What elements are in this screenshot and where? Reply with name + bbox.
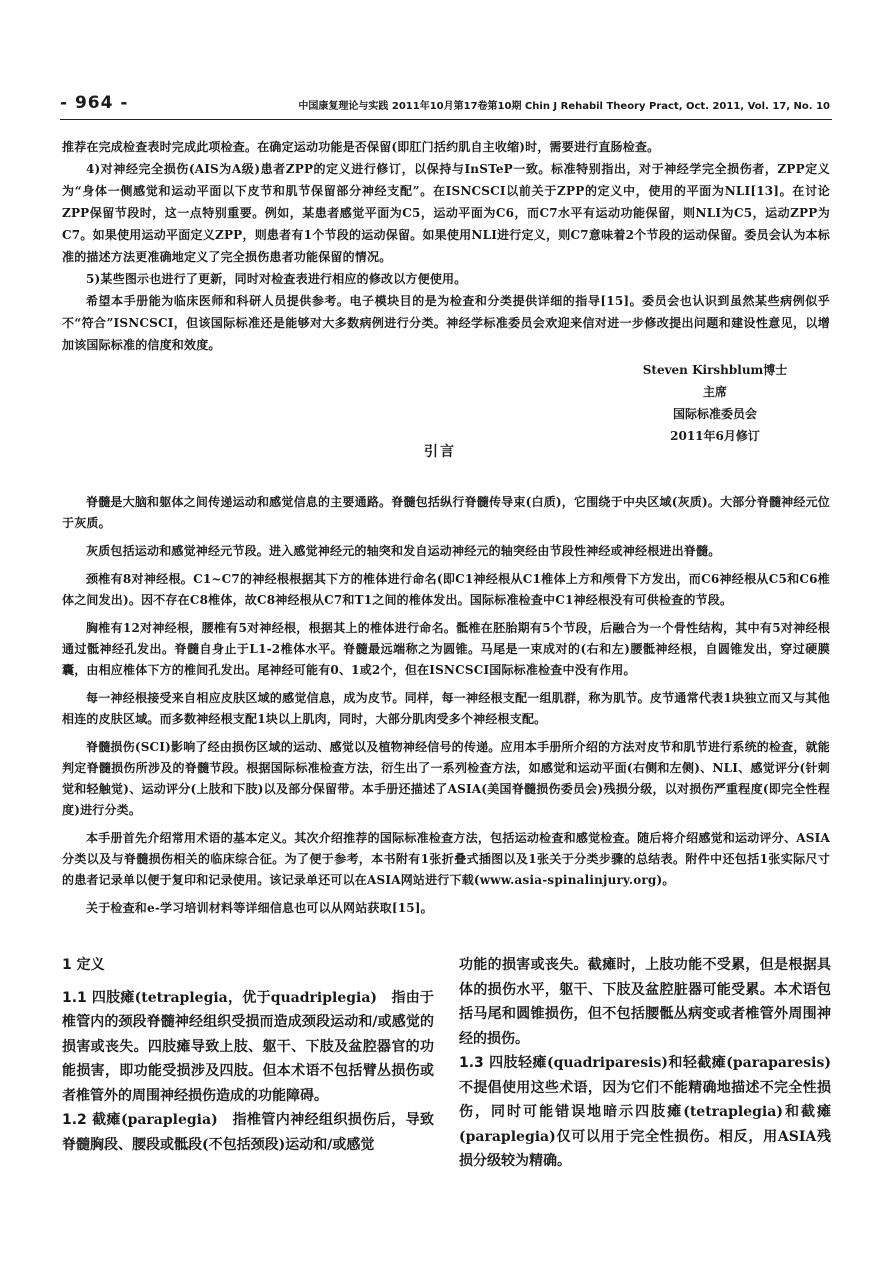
section-title: 1 定义: [62, 957, 105, 973]
definition-number: 1.3: [459, 1055, 484, 1071]
signature-block: [600, 359, 830, 447]
preface-text: [62, 136, 830, 356]
definition-item: [62, 986, 434, 1109]
intro-paragraph: 脊髓损伤(SCI)影响了经由损伤区域的运动、感觉以及植物神经信号的传递。应用本手册所介绍的方法对皮节和肌节进行系统的检查，就能判定脊髓损伤所涉及的脊髓节段。根据国际标准检查方法，衍生出了一系列检查方法，如感觉和运动平面(右侧和左侧)、NLI、感觉评分(针刺觉和轻触觉)、运动评分(上肢和下肢)以及部分保留带。本手册还描述了ASIA(美国脊髓损伤委员会)残损分级，以对损伤严重程度(即完全性程度)进行分类。: [62, 740, 830, 817]
definition-item: [62, 1108, 434, 1157]
preface-paragraph: 推荐在完成检查表时完成此项检查。在确定运动功能是否保留(即肛门括约肌自主收缩)时，需要进行直肠检查。: [62, 140, 660, 154]
signature-committee: 国际标准委员会: [672, 407, 757, 421]
definition-item: [459, 1051, 845, 1174]
definition-continuation: 功能的损害或丧失。截瘫时，上肢功能不受累，但是根据具体的损伤水平，躯干、下肢及盆腔脏器可能受累。本术语包括马尾和圆锥损伤，但不包括腰骶丛病变或者椎管外周围神经的损伤。: [459, 957, 831, 1047]
intro-paragraph: 本手册首先介绍常用术语的基本定义。其次介绍推荐的国际标准检查方法，包括运动检查和感觉检查。随后将介绍感觉和运动评分、ASIA分类以及与脊髓损伤相关的临床综合征。为了便于参考，本书附有1张折叠式插图以及1张关于分类步骤的总结表。附件中还包括1张实际尺寸的患者记录单以便于复印和记录使用。该记录单还可以在ASIA网站进行下载(www.asia-spinalinjury.org)。: [62, 831, 830, 887]
intro-paragraph: 关于检查和e-学习培训材料等详细信息也可以从网站获取[15]。: [86, 901, 433, 915]
definition-text: 四肢轻瘫(quadriparesis)和轻截瘫(paraparesis) 不提倡使用这些术语，因为它们不能精确地描述不完全性损伤，同时可能错误地暗示四肢瘫(tetraplegia)和截瘫(paraplegia)仅可以用于完全性损伤。相反，用ASIA残损分级较为精确。: [459, 1055, 845, 1169]
page-number: - 964 -: [60, 93, 129, 113]
intro-paragraph: 每一神经根接受来自相应皮肤区域的感觉信息，成为皮节。同样，每一神经根支配一组肌群，称为肌节。皮节通常代表1块独立而又与其他相连的皮肤区域。而多数神经根支配1块以上肌肉，同时，大部分肌肉受多个神经根支配。: [62, 691, 830, 726]
definitions-left-column: [62, 953, 434, 1157]
signature-name: Steven Kirshblum博士: [642, 363, 788, 377]
signature-date: 2011年6月修订: [670, 429, 760, 443]
header-rule: [60, 119, 832, 120]
definitions-right-column: [459, 953, 845, 1174]
definition-text: 截瘫(paraplegia) 指椎管内神经组织损伤后，导致脊髓胸段、腰段或骶段(不包括颈段)运动和/或感觉: [62, 1112, 434, 1153]
definition-number: 1.1: [62, 989, 87, 1006]
intro-paragraph: 灰质包括运动和感觉神经元节段。进入感觉神经元的轴突和发自运动神经元的轴突经由节段性神经或神经根进出脊髓。: [86, 544, 721, 558]
preface-paragraph: 希望本手册能为临床医师和科研人员提供参考。电子模块目的是为检查和分类提供详细的指导[15]。委员会也认识到虽然某些病例似乎不“符合”ISNCSCI，但该国际标准还是能够对大多数病例进行分类。神经学标准委员会欢迎来信对进一步修改提出问题和建设性意见，以增加该国际标准的信度和效度。: [62, 294, 830, 352]
definition-number: 1.2: [62, 1112, 87, 1128]
intro-text: [62, 492, 830, 919]
intro-paragraph: 颈椎有8对神经根。C1~C7的神经根根据其下方的椎体进行命名(即C1神经根从C1椎体上方和颅骨下方发出，而C6神经根从C5和C6椎体之间发出)。因不存在C8椎体，故C8神经根从C7和T1之间的椎体发出。国际标准检查中C1神经根没有可供检查的节段。: [62, 572, 830, 607]
signature-role: 主席: [702, 385, 727, 399]
intro-paragraph: 胸椎有12对神经根，腰椎有5对神经根，根据其上的椎体进行命名。骶椎在胚胎期有5个节段，后融合为一个骨性结构，其中有5对神经根通过骶神经孔发出。脊髓自身止于L1-2椎体水平。脊髓最远端称之为圆锥。马尾是一束成对的(右和左)腰骶神经根，自圆锥发出，穿过硬膜囊，由相应椎体下方的椎间孔发出。尾神经可能有0、1或2个，但在ISNCSCI国际标准检查中没有作用。: [62, 621, 830, 677]
definition-text: 四肢瘫(tetraplegia，优于quadriplegia) 指由于椎管内的颈段脊髓神经组织受损而造成颈段运动和/或感觉的损害或丧失。四肢瘫导致上肢、躯干、下肢及盆腔器官的功能损害，即功能受损涉及四肢。但本术语不包括臂丛损伤或者椎管外的周围神经损伤造成的功能障碍。: [62, 989, 434, 1104]
preface-paragraph: 4)对神经完全损伤(AIS为A级)患者ZPP的定义进行修订，以保持与InSTeP一致。标准特别指出，对于神经学完全损伤者，ZPP定义为“身体一侧感觉和运动平面以下皮节和肌节保留部分神经支配”。在ISNCSCI以前关于ZPP的定义中，使用的平面为NLI[13]。在讨论ZPP保留节段时，这一点特别重要。例如，某患者感觉平面为C5，运动平面为C6，而C7水平有运动功能保留，则NLI为C5，运动ZPP为C7。如果使用运动平面定义ZPP，则患者有1个节段的运动保留。如果使用NLI进行定义，则C7意味着2个节段的运动保留。委员会认为本标准的描述方法更准确地定义了完全损伤患者功能保留的情况。: [62, 162, 830, 264]
intro-heading: 引言: [424, 444, 456, 460]
page-header: [60, 93, 830, 115]
intro-paragraph: 脊髓是大脑和躯体之间传递运动和感觉信息的主要通路。脊髓包括纵行脊髓传导束(白质)，它围绕于中央区域(灰质)。大部分脊髓神经元位于灰质。: [62, 495, 830, 530]
preface-paragraph: 5)某些图示也进行了更新，同时对检查表进行相应的修改以方便使用。: [86, 272, 467, 286]
journal-citation: 中国康复理论与实践 2011年10月第17卷第10期 Chin J Rehabil Theory Pract, Oct. 2011, Vol. 17, No. 10: [298, 101, 830, 112]
